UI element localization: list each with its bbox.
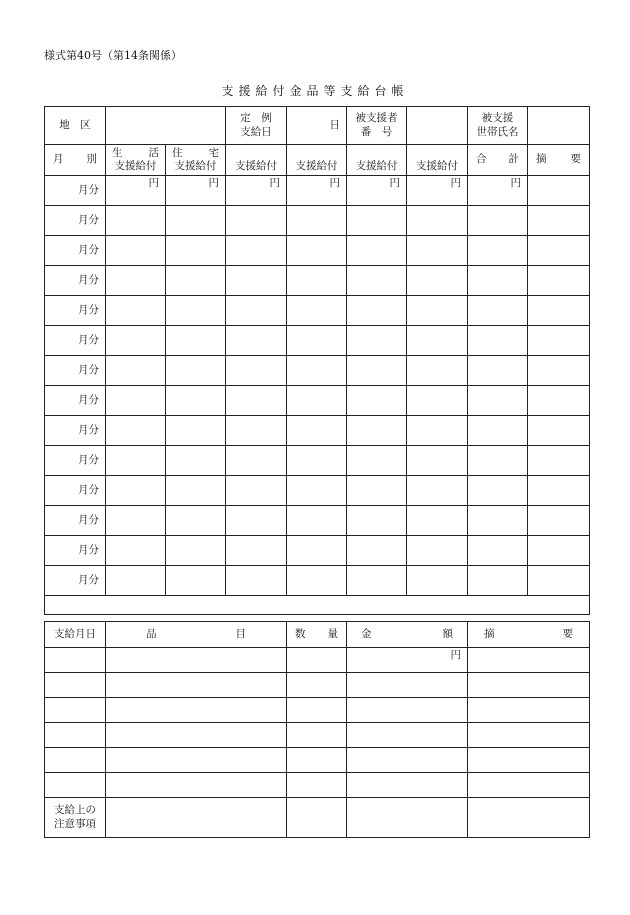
support-cell-a[interactable]: 円 xyxy=(226,176,287,206)
recipient-number-label xyxy=(347,107,407,145)
item-cell[interactable] xyxy=(106,748,287,773)
total-cell[interactable] xyxy=(468,386,528,416)
in-kind-row xyxy=(45,673,590,698)
support-cell-d[interactable] xyxy=(407,236,468,266)
support-cell-d[interactable] xyxy=(407,416,468,446)
support-cell-b[interactable] xyxy=(287,236,347,266)
support-cell-c[interactable] xyxy=(347,416,407,446)
support-cell-a[interactable] xyxy=(226,446,287,476)
support-cell-b[interactable] xyxy=(287,446,347,476)
item-cell[interactable] xyxy=(106,673,287,698)
recipient-label-line2: 番 号 xyxy=(360,125,393,138)
support-cell-a[interactable] xyxy=(226,236,287,266)
month-row xyxy=(45,296,590,326)
remarks-cell[interactable] xyxy=(468,748,590,773)
remarks-cell[interactable] xyxy=(528,266,590,296)
month-row xyxy=(45,536,590,566)
living-support-cell[interactable] xyxy=(106,266,166,296)
support-cell-b[interactable] xyxy=(287,476,347,506)
support-cell-a[interactable] xyxy=(226,416,287,446)
living-support-cell[interactable] xyxy=(106,296,166,326)
support-cell-c[interactable] xyxy=(347,476,407,506)
support-cell-c[interactable]: 円 xyxy=(347,176,407,206)
month-label: 月分 xyxy=(45,566,106,596)
total-cell[interactable] xyxy=(468,206,528,236)
support-cell-a[interactable] xyxy=(226,206,287,236)
regular-pay-day-field[interactable]: 日 xyxy=(287,107,347,145)
regular-pay-label-line2: 支給日 xyxy=(240,125,272,138)
item-cell[interactable] xyxy=(106,648,287,673)
month-label: 月分 xyxy=(45,236,106,266)
total-cell[interactable] xyxy=(468,236,528,266)
remarks-header: 摘 要 xyxy=(468,622,590,648)
month-row xyxy=(45,326,590,356)
support-cell-a[interactable] xyxy=(226,476,287,506)
notes-field[interactable] xyxy=(468,798,590,838)
housing-support-header xyxy=(166,145,226,176)
support-cell-d[interactable] xyxy=(407,326,468,356)
support-cell-d[interactable] xyxy=(407,296,468,326)
notes-field[interactable] xyxy=(106,798,287,838)
in-kind-row xyxy=(45,748,590,773)
notes-label-line1: 支給上の xyxy=(54,804,96,817)
support-cell-b[interactable] xyxy=(287,506,347,536)
supply-date-header: 支給月日 xyxy=(45,622,106,648)
living-header-line2: 支援給付 xyxy=(114,160,157,172)
total-cell[interactable] xyxy=(468,476,528,506)
remarks-cell[interactable] xyxy=(468,698,590,723)
remarks-cell[interactable] xyxy=(528,506,590,536)
remarks-cell[interactable] xyxy=(468,723,590,748)
month-label: 月分 xyxy=(45,506,106,536)
remarks-cell[interactable] xyxy=(528,296,590,326)
month-label: 月分 xyxy=(45,356,106,386)
amount-header: 金 額 xyxy=(347,622,468,648)
monthly-benefit-table xyxy=(44,106,590,615)
form-number: 様式第40号（第14条関係） xyxy=(44,49,182,62)
support-cell-a[interactable] xyxy=(226,296,287,326)
housing-support-cell[interactable] xyxy=(166,536,226,566)
month-label: 月分 xyxy=(45,206,106,236)
support-cell-a[interactable] xyxy=(226,386,287,416)
support-cell-d[interactable] xyxy=(407,476,468,506)
month-label: 月分 xyxy=(45,386,106,416)
regular-pay-date-label xyxy=(226,107,287,145)
page-title: 支援給付金品等支給台帳 xyxy=(221,84,409,98)
support-cell-c[interactable] xyxy=(347,236,407,266)
support-cell-a[interactable] xyxy=(226,566,287,596)
living-support-cell[interactable] xyxy=(106,476,166,506)
housing-support-cell[interactable] xyxy=(166,296,226,326)
month-label: 月分 xyxy=(45,176,106,206)
support-cell-d[interactable] xyxy=(407,386,468,416)
support-cell-b[interactable] xyxy=(287,356,347,386)
housing-support-cell[interactable] xyxy=(166,476,226,506)
housing-support-cell[interactable] xyxy=(166,566,226,596)
housing-support-cell[interactable] xyxy=(166,326,226,356)
remarks-cell[interactable] xyxy=(468,773,590,798)
month-row xyxy=(45,206,590,236)
quantity-cell[interactable] xyxy=(287,748,347,773)
month-header: 月 別 xyxy=(45,145,106,176)
support-header-d: 支援給付 xyxy=(407,145,468,176)
notes-row xyxy=(45,798,590,838)
amount-cell[interactable]: 円 xyxy=(347,648,468,673)
header-info-row xyxy=(45,107,590,145)
item-cell[interactable] xyxy=(106,698,287,723)
month-label: 月分 xyxy=(45,536,106,566)
supply-date-cell[interactable] xyxy=(45,748,106,773)
remarks-cell[interactable] xyxy=(468,673,590,698)
living-support-header xyxy=(106,145,166,176)
quantity-cell[interactable] xyxy=(287,698,347,723)
housing-support-cell[interactable] xyxy=(166,416,226,446)
remarks-cell[interactable] xyxy=(528,566,590,596)
recipient-label-line1: 被支援者 xyxy=(355,112,398,125)
support-cell-b[interactable] xyxy=(287,386,347,416)
month-row xyxy=(45,506,590,536)
support-cell-c[interactable] xyxy=(347,446,407,476)
support-cell-b[interactable] xyxy=(287,416,347,446)
support-cell-d[interactable]: 円 xyxy=(407,176,468,206)
living-support-cell[interactable] xyxy=(106,206,166,236)
month-row xyxy=(45,356,590,386)
support-header-a: 支援給付 xyxy=(226,145,287,176)
support-cell-c[interactable] xyxy=(347,296,407,326)
support-cell-c[interactable] xyxy=(347,266,407,296)
supply-date-cell[interactable] xyxy=(45,723,106,748)
support-cell-b[interactable] xyxy=(287,536,347,566)
household-name-field[interactable] xyxy=(528,107,590,145)
supply-date-cell[interactable] xyxy=(45,648,106,673)
month-label: 月分 xyxy=(45,296,106,326)
support-cell-d[interactable] xyxy=(407,566,468,596)
in-kind-row xyxy=(45,723,590,748)
item-cell[interactable] xyxy=(106,773,287,798)
support-cell-a[interactable] xyxy=(226,266,287,296)
support-cell-d[interactable] xyxy=(407,446,468,476)
support-cell-c[interactable] xyxy=(347,566,407,596)
household-name-label xyxy=(468,107,528,145)
in-kind-row xyxy=(45,773,590,798)
support-cell-c[interactable] xyxy=(347,326,407,356)
total-cell[interactable]: 円 xyxy=(468,176,528,206)
living-support-cell[interactable] xyxy=(106,446,166,476)
living-support-cell[interactable] xyxy=(106,236,166,266)
support-header-c: 支援給付 xyxy=(347,145,407,176)
living-support-cell[interactable] xyxy=(106,356,166,386)
total-cell[interactable] xyxy=(468,296,528,326)
living-support-cell[interactable] xyxy=(106,416,166,446)
housing-support-cell[interactable] xyxy=(166,206,226,236)
quantity-cell[interactable] xyxy=(287,673,347,698)
amount-cell[interactable] xyxy=(347,773,468,798)
district-field[interactable] xyxy=(106,107,226,145)
in-kind-row xyxy=(45,698,590,723)
remarks-cell[interactable] xyxy=(528,176,590,206)
remarks-cell[interactable] xyxy=(528,326,590,356)
month-label: 月分 xyxy=(45,446,106,476)
remarks-cell[interactable] xyxy=(528,236,590,266)
housing-support-cell[interactable] xyxy=(166,386,226,416)
support-cell-c[interactable] xyxy=(347,536,407,566)
month-row xyxy=(45,176,590,206)
total-cell[interactable] xyxy=(468,266,528,296)
total-cell[interactable] xyxy=(468,446,528,476)
month-row xyxy=(45,416,590,446)
support-cell-d[interactable] xyxy=(407,356,468,386)
amount-cell[interactable] xyxy=(347,748,468,773)
support-cell-d[interactable] xyxy=(407,266,468,296)
month-label: 月分 xyxy=(45,476,106,506)
living-support-cell[interactable] xyxy=(106,536,166,566)
notes-label xyxy=(45,798,106,838)
item-cell[interactable] xyxy=(106,723,287,748)
support-header-b: 支援給付 xyxy=(287,145,347,176)
spacer-row xyxy=(45,596,590,615)
total-cell[interactable] xyxy=(468,506,528,536)
housing-header-line1: 住 宅 xyxy=(172,146,219,159)
household-label-line2: 世帯氏名 xyxy=(476,125,519,138)
remarks-cell[interactable] xyxy=(528,386,590,416)
living-support-cell[interactable] xyxy=(106,326,166,356)
housing-support-cell[interactable] xyxy=(166,356,226,386)
support-cell-c[interactable] xyxy=(347,356,407,386)
support-cell-a[interactable] xyxy=(226,356,287,386)
support-cell-d[interactable] xyxy=(407,506,468,536)
spacer-cell xyxy=(45,596,590,615)
notes-field[interactable] xyxy=(347,798,468,838)
living-support-cell[interactable]: 円 xyxy=(106,176,166,206)
total-header: 合 計 xyxy=(468,145,528,176)
living-support-cell[interactable] xyxy=(106,566,166,596)
month-label: 月分 xyxy=(45,266,106,296)
total-cell[interactable] xyxy=(468,416,528,446)
support-cell-b[interactable] xyxy=(287,266,347,296)
month-label: 月分 xyxy=(45,416,106,446)
total-cell[interactable] xyxy=(468,326,528,356)
support-cell-a[interactable] xyxy=(226,536,287,566)
support-cell-c[interactable] xyxy=(347,506,407,536)
remarks-cell[interactable] xyxy=(528,356,590,386)
month-row xyxy=(45,236,590,266)
housing-support-cell[interactable] xyxy=(166,236,226,266)
household-label-line1: 被支援 xyxy=(481,112,514,125)
support-cell-a[interactable] xyxy=(226,506,287,536)
housing-support-cell[interactable] xyxy=(166,266,226,296)
notes-label-line2: 注意事項 xyxy=(54,817,96,830)
remarks-header: 摘 要 xyxy=(528,145,590,176)
housing-support-cell[interactable] xyxy=(166,506,226,536)
remarks-cell[interactable] xyxy=(528,536,590,566)
remarks-cell[interactable] xyxy=(528,476,590,506)
amount-cell[interactable] xyxy=(347,673,468,698)
housing-support-cell[interactable] xyxy=(166,446,226,476)
support-cell-b[interactable]: 円 xyxy=(287,176,347,206)
quantity-cell[interactable] xyxy=(287,773,347,798)
total-cell[interactable] xyxy=(468,356,528,386)
remarks-cell[interactable] xyxy=(468,648,590,673)
support-cell-b[interactable] xyxy=(287,566,347,596)
total-cell[interactable] xyxy=(468,566,528,596)
support-cell-b[interactable] xyxy=(287,296,347,326)
in-kind-header-row xyxy=(45,622,590,648)
support-cell-b[interactable] xyxy=(287,206,347,236)
month-row xyxy=(45,446,590,476)
housing-header-line2: 支援給付 xyxy=(174,160,217,172)
remarks-cell[interactable] xyxy=(528,446,590,476)
month-row xyxy=(45,476,590,506)
month-row xyxy=(45,386,590,416)
notes-field[interactable] xyxy=(287,798,347,838)
amount-cell[interactable] xyxy=(347,698,468,723)
month-label: 月分 xyxy=(45,326,106,356)
support-cell-d[interactable] xyxy=(407,206,468,236)
recipient-number-field[interactable] xyxy=(407,107,468,145)
in-kind-row xyxy=(45,648,590,673)
in-kind-benefit-table xyxy=(44,621,590,838)
quantity-cell[interactable] xyxy=(287,723,347,748)
supply-date-cell[interactable] xyxy=(45,698,106,723)
support-cell-c[interactable] xyxy=(347,206,407,236)
quantity-header: 数 量 xyxy=(287,622,347,648)
support-cell-d[interactable] xyxy=(407,536,468,566)
living-support-cell[interactable] xyxy=(106,386,166,416)
remarks-cell[interactable] xyxy=(528,206,590,236)
remarks-cell[interactable] xyxy=(528,416,590,446)
total-cell[interactable] xyxy=(468,536,528,566)
month-row xyxy=(45,266,590,296)
support-cell-c[interactable] xyxy=(347,386,407,416)
living-support-cell[interactable] xyxy=(106,506,166,536)
living-header-line1: 生 活 xyxy=(112,146,159,159)
housing-support-cell[interactable]: 円 xyxy=(166,176,226,206)
support-cell-b[interactable] xyxy=(287,326,347,356)
district-label: 地 区 xyxy=(45,107,106,145)
supply-date-cell[interactable] xyxy=(45,673,106,698)
column-header-row xyxy=(45,145,590,176)
regular-pay-label-line1: 定 例 xyxy=(240,112,272,125)
month-row xyxy=(45,566,590,596)
item-header: 品 目 xyxy=(106,622,287,648)
supply-date-cell[interactable] xyxy=(45,773,106,798)
support-cell-a[interactable] xyxy=(226,326,287,356)
amount-cell[interactable] xyxy=(347,723,468,748)
quantity-cell[interactable] xyxy=(287,648,347,673)
